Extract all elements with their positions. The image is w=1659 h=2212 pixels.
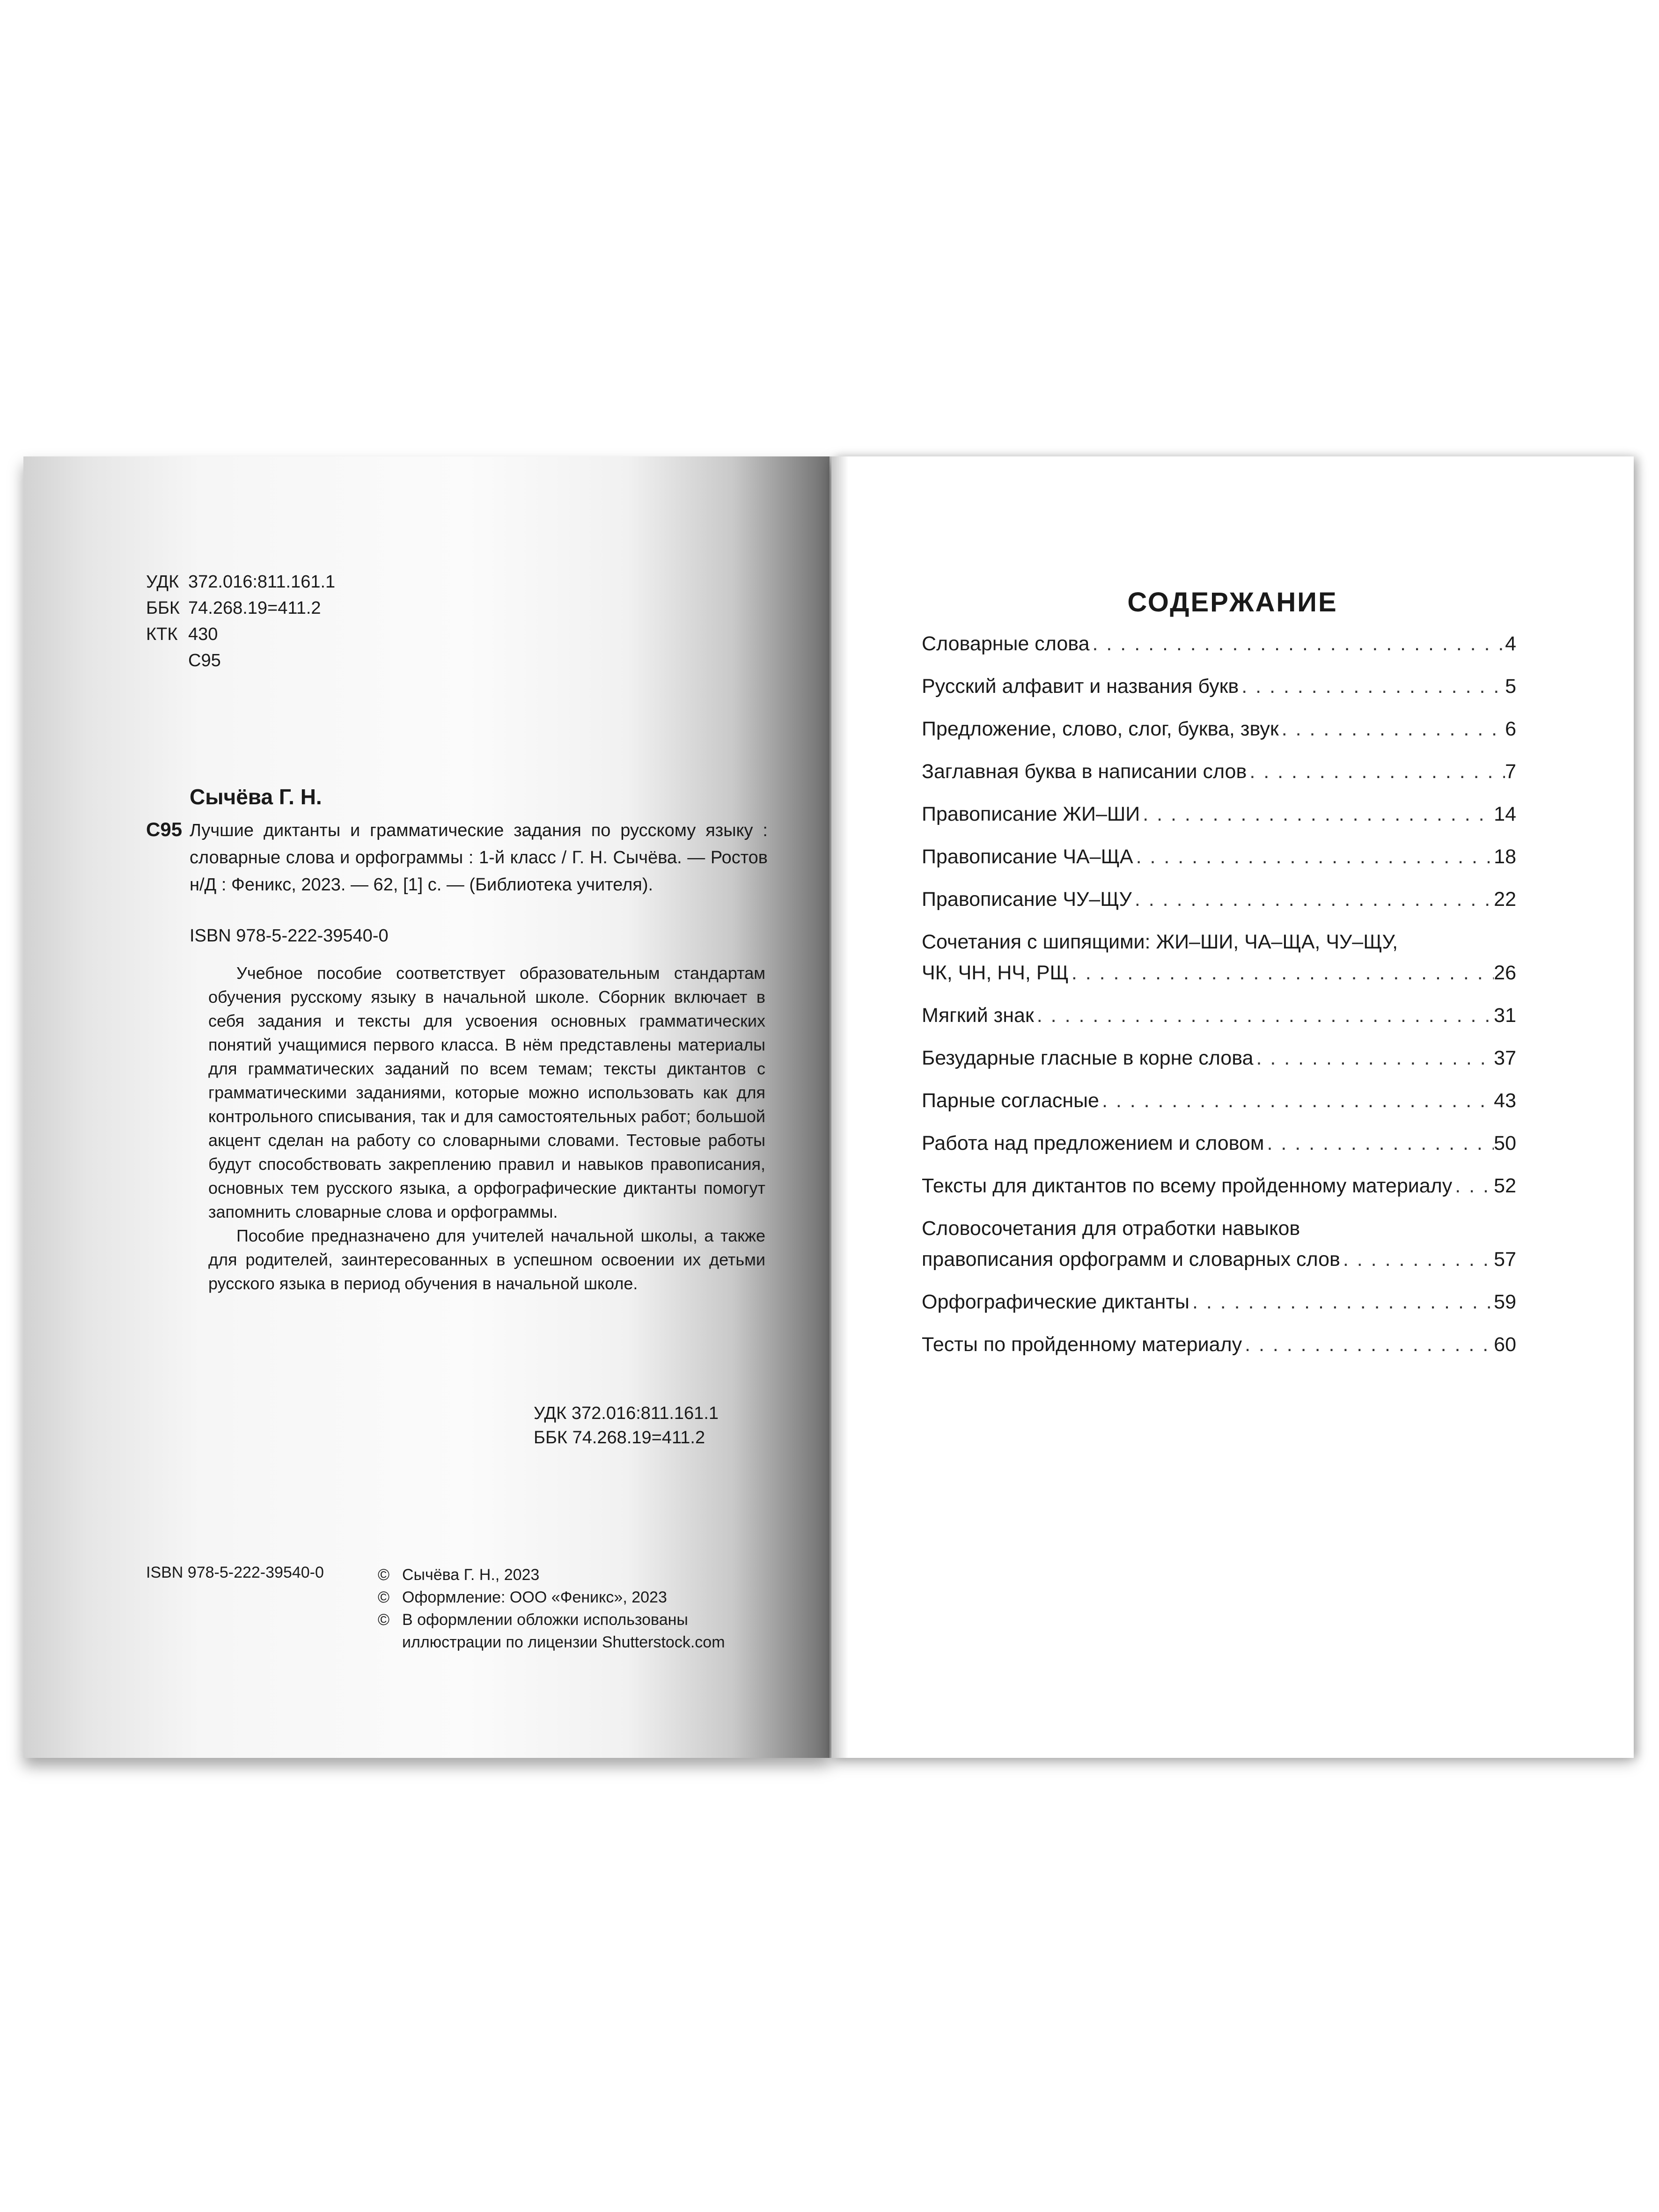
toc-leader-dots (1034, 1001, 1494, 1029)
annotation (208, 961, 765, 1295)
copyright-text: В оформлении обложки использованы (402, 1611, 688, 1629)
toc-entry-page: 50 (1494, 1132, 1516, 1154)
toc-entry-title: Мягкий знак (922, 1004, 1034, 1027)
copyright-symbol: © (378, 1566, 390, 1584)
toc-leader-dots (1099, 1087, 1494, 1115)
copyright-line (378, 1631, 725, 1653)
udk-bottom: УДК 372.016:811.161.1 (534, 1404, 719, 1423)
toc-entry (922, 800, 1516, 828)
toc-leader-dots (1090, 630, 1505, 658)
open-book (23, 456, 1634, 1758)
udk-bbk-bottom (534, 1401, 719, 1450)
toc-leader-dots (1242, 1330, 1494, 1359)
toc-entry-title-line1: Сочетания с шипящими: ЖИ–ШИ, ЧА–ЩА, ЧУ–ЩУ, (922, 931, 1398, 953)
copyright-spacer (378, 1631, 402, 1653)
classification-value: С95 (188, 651, 221, 670)
toc-entry-page: 26 (1494, 962, 1516, 984)
copyright-block (378, 1564, 725, 1653)
copyright-line (378, 1609, 725, 1631)
toc-entry-page: 52 (1494, 1175, 1516, 1197)
toc-entry-title: Правописание ЖИ–ШИ (922, 803, 1140, 825)
isbn: ISBN 978-5-222-39540-0 (190, 926, 389, 946)
copyright-text: Сычёва Г. Н., 2023 (402, 1566, 540, 1584)
toc-entry-title: Русский алфавит и названия букв (922, 675, 1239, 698)
toc-entry-title: ЧК, ЧН, НЧ, РЩ (922, 962, 1069, 984)
toc-entry (922, 715, 1516, 743)
toc-entry-page: 18 (1494, 845, 1516, 868)
toc-entry-title: Безударные гласные в корне слова (922, 1047, 1254, 1069)
toc-entry-page: 57 (1494, 1248, 1516, 1271)
copyright-symbol: © (378, 1611, 390, 1629)
toc-entry (922, 1172, 1516, 1200)
toc-entry (922, 843, 1516, 871)
toc-leader-dots (1140, 800, 1494, 828)
toc-entry (922, 1245, 1516, 1273)
toc-title: СОДЕРЖАНИЕ (1127, 587, 1338, 617)
toc-leader-dots (1069, 959, 1494, 987)
classification-row (146, 647, 335, 674)
annotation-paragraph: Пособие предназначено для учителей начальной школы, а также для родителей, заинтересованных в успешном освоении их детьми русского языка в период обучения в начальной школе. (208, 1226, 765, 1293)
isbn-bottom: ISBN 978-5-222-39540-0 (146, 1564, 324, 1581)
toc-entry-title: правописания орфограмм и словарных слов (922, 1248, 1340, 1271)
copyright-symbol: © (378, 1588, 390, 1606)
toc-leader-dots (1264, 1129, 1494, 1157)
toc-entry-title: Правописание ЧА–ЩА (922, 845, 1133, 868)
toc-entry-title: Предложение, слово, слог, буква, звук (922, 718, 1279, 740)
toc-leader-dots (1189, 1288, 1494, 1316)
classification-row (146, 569, 335, 595)
classification-label: ББК (146, 598, 180, 618)
toc-entry-title: Парные согласные (922, 1089, 1099, 1112)
toc-entry-title: Тесты по пройденному материалу (922, 1333, 1242, 1356)
toc-entry-page: 37 (1494, 1047, 1516, 1069)
toc-entry-page: 7 (1505, 760, 1516, 783)
copyright-text: Оформление: ООО «Феникс», 2023 (402, 1588, 667, 1606)
classification-label (146, 647, 188, 674)
toc-entry (922, 1087, 1516, 1115)
toc-entry-title: Словарные слова (922, 632, 1090, 655)
toc-leader-dots (1253, 1044, 1494, 1072)
classification-value: 372.016:811.161.1 (188, 572, 336, 592)
toc-entry-title: Заглавная буква в написании слов (922, 760, 1247, 783)
toc-entry-page: 43 (1494, 1089, 1516, 1112)
toc-leader-dots (1132, 885, 1494, 913)
table-of-contents (922, 630, 1516, 1359)
toc-entry (922, 757, 1516, 786)
toc-entry-page: 31 (1494, 1004, 1516, 1027)
classification-block (146, 569, 335, 674)
copyright-line (378, 1564, 725, 1586)
toc-entry-page: 59 (1494, 1291, 1516, 1313)
classification-value: 74.268.19=411.2 (188, 598, 321, 618)
toc-entry-title-line1: Словосочетания для отработки навыков (922, 1217, 1300, 1240)
author-name: Сычёва Г. Н. (190, 785, 322, 809)
toc-entry-title: Правописание ЧУ–ЩУ (922, 888, 1132, 911)
toc-entry-page: 5 (1505, 675, 1516, 698)
left-page (23, 456, 830, 1758)
toc-entry-page: 4 (1505, 632, 1516, 655)
toc-entry-title: Тексты для диктантов по всему пройденному материалу (922, 1175, 1453, 1197)
toc-leader-dots (1279, 715, 1505, 743)
bbk-bottom: ББК 74.268.19=411.2 (534, 1428, 705, 1448)
classification-row (146, 595, 335, 621)
toc-entry-title: Работа над предложением и словом (922, 1132, 1264, 1154)
toc-leader-dots (1247, 757, 1505, 786)
classification-row (146, 621, 335, 647)
toc-entry (922, 1330, 1516, 1359)
toc-leader-dots (1133, 843, 1494, 871)
copyright-text: иллюстрации по лицензии Shutterstock.com (402, 1633, 725, 1651)
toc-entry (922, 885, 1516, 913)
toc-leader-dots (1340, 1245, 1494, 1273)
author-mark: С95 (146, 818, 183, 840)
classification-label: КТК (146, 625, 178, 644)
right-page (831, 456, 1634, 1758)
toc-entry (922, 959, 1516, 987)
toc-entry-page: 22 (1494, 888, 1516, 911)
toc-entry-page: 14 (1494, 803, 1516, 825)
toc-entry-title: Орфографические диктанты (922, 1291, 1189, 1313)
classification-value: 430 (188, 625, 218, 644)
toc-leader-dots (1452, 1172, 1494, 1200)
classification-label: УДК (146, 572, 179, 592)
spine-shadow (830, 456, 848, 1758)
toc-entry (922, 1288, 1516, 1316)
toc-entry-page: 60 (1494, 1333, 1516, 1356)
toc-entry (922, 630, 1516, 658)
toc-entry (922, 1044, 1516, 1072)
bibliographic-record: Лучшие диктанты и грамматические задания по русскому языку : словарные слова и орфограммы : 1-й класс / Г. Н. Сычёва. — Ростов н/Д : Феникс, 2023. — 62, [1] с. — (Библиотека учителя). (190, 821, 768, 895)
toc-entry (922, 1129, 1516, 1157)
toc-entry-multiline (922, 1214, 1516, 1273)
toc-entry-page: 6 (1505, 718, 1516, 740)
annotation-paragraph: Учебное пособие соответствует образовательным стандартам обучения русскому языку в начальной школе. Сборник включает в себя задания и тексты для усвоения основных грамматических понятий учащимися первого класса. В нём представлены материалы для грамматических заданий по всем темам; тексты диктантов с грамматическими заданиями, которые можно использовать как для контрольного списывания, так и для самостоятельных работ; большой акцент сделан на работу со словарными словами. Тестовые работы будут способствовать закреплению правил и навыков правописания, основных тем русского языка, а орфографические диктанты помогут запомнить словарные слова и орфограммы. (208, 963, 765, 1221)
copyright-line (378, 1586, 725, 1609)
toc-entry (922, 672, 1516, 700)
toc-entry (922, 1001, 1516, 1029)
toc-leader-dots (1239, 672, 1505, 700)
toc-entry-multiline (922, 928, 1516, 987)
